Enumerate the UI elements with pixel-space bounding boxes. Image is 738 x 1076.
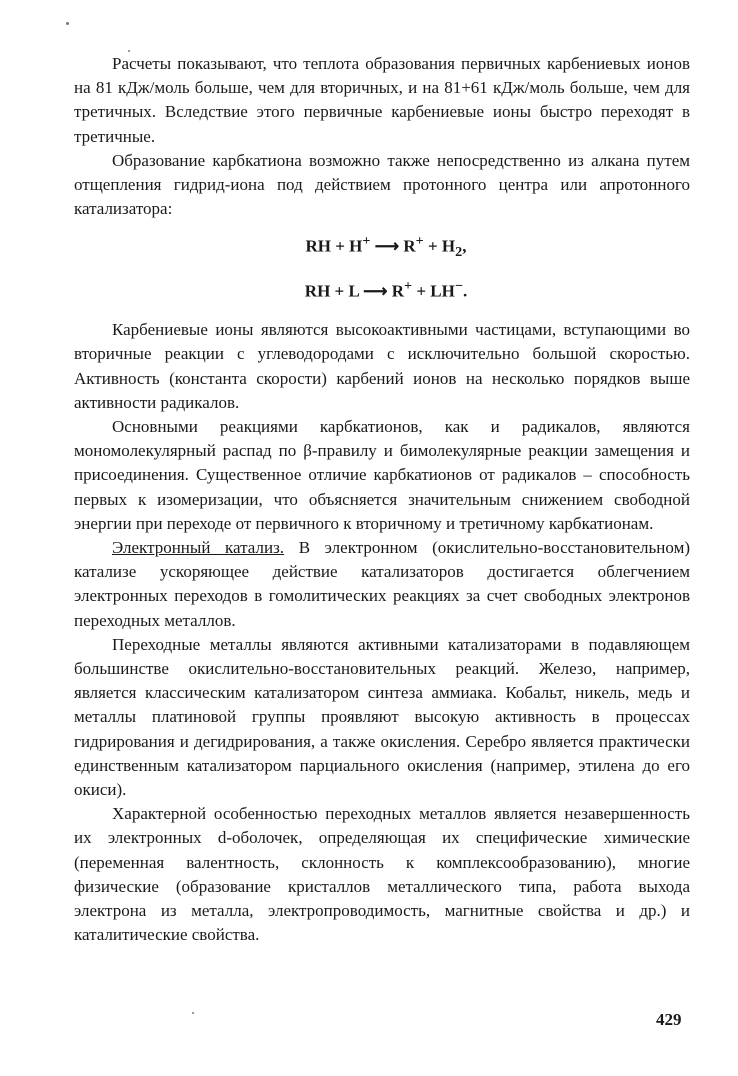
equation-block [74,224,690,309]
reaction-arrow: ⟶ [363,282,388,302]
equation: RH + H+ ⟶ $R^+ + H_2$, [305,233,467,261]
paragraph: Карбениевые ионы являются высокоактивными частицами, вступающими во вторичные реакции с углеводородами с исключительно большой скоростью. Активность (константа скорости) карбений ионов на несколько порядков выше активности радикалов. [74,320,690,412]
equation: RH + L ⟶ R+ + LH−. [304,278,468,302]
paragraph: Электронный катализ. В электронном (окислительно-восстановительном) катализе ускоряющее действие катализаторов достигается облегчением электронных переходов в гомолитических реакциях за счет свободных электронов переходных металлов. [74,537,690,630]
paragraph: Образование карбкатиона возможно также непосредственно из алкана путем отщепления гидрид-иона под действием протонного центра или апротонного катализатора: [74,150,690,219]
section-heading: Электронный катализ. [112,537,285,557]
paragraph: Переходные металлы являются активными катализаторами в подавляющем большинстве окислительно-восстановительных реакций. Железо, например, является классическим катализатором синтеза аммиака. Кобальт, никель, медь и металлы платиновой группы проявляют высокую активность в процессах гидрирования и дегидрирования, а также окисления. Серебро является практически единственным катализатором парциального окисления (например, этилена до его окиси). [74,634,690,799]
page-number: 429 [656,1010,682,1029]
scan-speck [192,1012,194,1014]
paragraph: Основными реакциями карбкатионов, как и радикалов, являются мономолекулярный распад по β-правилу и бимолекулярные реакции замещения и присоединения. Существенное отличие карбкатионов от радикалов – способность первых к изомеризации, что объясняется значительным снижением свободной энергии при переходе от первичного к вторичному и третичному карбкатионам. [74,416,690,533]
scan-speck [66,22,69,25]
paragraph: Расчеты показывают, что теплота образования первичных карбениевых ионов на 81 кДж/моль больше, чем для вторичных, и на 81+61 кДж/моль больше, чем для третичных. Вследствие этого первичные карбениевые ионы быстро переходят в третичные. [74,54,690,146]
body-text [74,52,690,947]
reaction-arrow: ⟶ [374,237,400,257]
paragraph: Характерной особенностью переходных металлов является незавершенность их электронных d-оболочек, определяющая их специфические химические (переменная валентность, склонность к комплексообразованию), многие физические (образование кристаллов металлического типа, работа выхода электрона из металла, электропроводимость, магнитные свойства и др.) и каталитические свойства. [74,804,690,945]
